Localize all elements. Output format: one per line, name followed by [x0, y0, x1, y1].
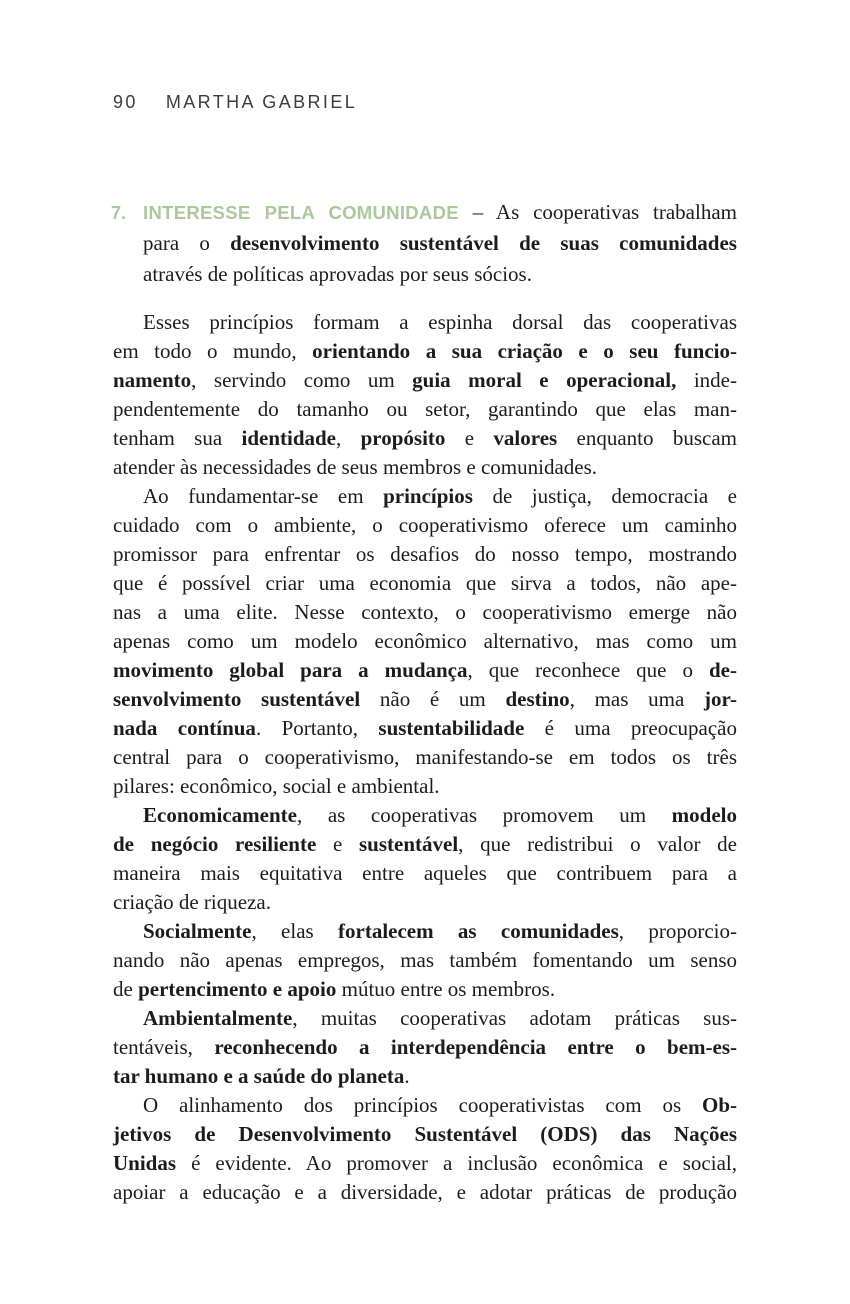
paragraph: [113, 308, 737, 482]
list-item-number: 7.: [111, 203, 127, 223]
text-line: em todo o mundo, orientando a sua criação e o seu funcio-: [113, 339, 737, 363]
text-line: O alinhamento dos princípios cooperativistas com os Ob-: [143, 1093, 737, 1117]
text-line: Economicamente, as cooperativas promovem um modelo: [143, 803, 737, 827]
text-line: apoiar a educação e a diversidade, e adotar práticas de produção: [113, 1180, 737, 1204]
text-line: de pertencimento e apoio mútuo entre os membros.: [113, 977, 556, 1001]
text-line: movimento global para a mudança, que reconhece que o de-: [113, 658, 737, 682]
paragraph: [113, 801, 737, 917]
text-line: central para o cooperativismo, manifestando-se em todos os três: [113, 745, 737, 769]
text-line: para o desenvolvimento sustentável de suas comunidades: [143, 231, 737, 255]
text-line: criação de riqueza.: [113, 890, 271, 914]
text-line: Esses princípios formam a espinha dorsal das cooperativas: [143, 310, 737, 334]
body-text-block: [113, 308, 737, 1207]
text-line: tar humano e a saúde do planeta.: [113, 1064, 410, 1088]
text-line: nada contínua. Portanto, sustentabilidade é uma preocupação: [113, 716, 738, 740]
text-line: de negócio resiliente e sustentável, que redistribui o valor de: [113, 832, 737, 856]
running-header: [113, 92, 357, 113]
text-line: maneira mais equitativa entre aqueles que contribuem para a: [113, 861, 737, 885]
text-line: atender às necessidades de seus membros e comunidades.: [113, 455, 598, 479]
text-line: jetivos de Desenvolvimento Sustentável (ODS) das Nações: [113, 1122, 737, 1146]
paragraph: [113, 917, 737, 1004]
principle-list-item: [111, 197, 737, 290]
text-line: apenas como um modelo econômico alternativo, mas como um: [113, 629, 737, 653]
text-line: pilares: econômico, social e ambiental.: [113, 774, 440, 798]
text-line: através de políticas aprovadas por seus sócios.: [143, 262, 532, 286]
text-line: [143, 197, 737, 228]
text-line: cuidado com o ambiente, o cooperativismo oferece um caminho: [113, 513, 737, 537]
page-number: 90: [113, 92, 138, 112]
text-line: promissor para enfrentar os desafios do nosso tempo, mostrando: [113, 542, 737, 566]
text-line: nando não apenas empregos, mas também fomentando um senso: [113, 948, 737, 972]
text-line: Unidas é evidente. Ao promover a inclusão econômica e social,: [113, 1151, 737, 1175]
text-line: Socialmente, elas fortalecem as comunidades, proporcio-: [143, 919, 737, 943]
text-line: tentáveis, reconhecendo a interdependência entre o bem-es-: [113, 1035, 738, 1059]
text-line: que é possível criar uma economia que sirva a todos, não ape-: [113, 571, 737, 595]
text-line: namento, servindo como um guia moral e operacional, inde-: [113, 368, 737, 392]
paragraph: [113, 1004, 737, 1091]
text-line: Ambientalmente, muitas cooperativas adotam práticas sus-: [143, 1006, 737, 1030]
author-name: MARTHA GABRIEL: [165, 92, 358, 112]
paragraph: [113, 1091, 737, 1207]
text-line: pendentemente do tamanho ou setor, garantindo que elas man-: [113, 397, 737, 421]
heading-line-rest: – As cooperativas trabalham: [458, 200, 737, 224]
paragraph: [113, 482, 737, 801]
list-item-continuation: [143, 228, 737, 290]
principle-heading: INTERESSE PELA COMUNIDADE: [143, 202, 459, 223]
text-line: Ao fundamentar-se em princípios de justiça, democracia e: [143, 484, 737, 508]
text-line: senvolvimento sustentável não é um destino, mas uma jor-: [113, 687, 738, 711]
text-line: tenham sua identidade, propósito e valores enquanto buscam: [113, 426, 738, 450]
text-line: nas a uma elite. Nesse contexto, o cooperativismo emerge não: [113, 600, 737, 624]
